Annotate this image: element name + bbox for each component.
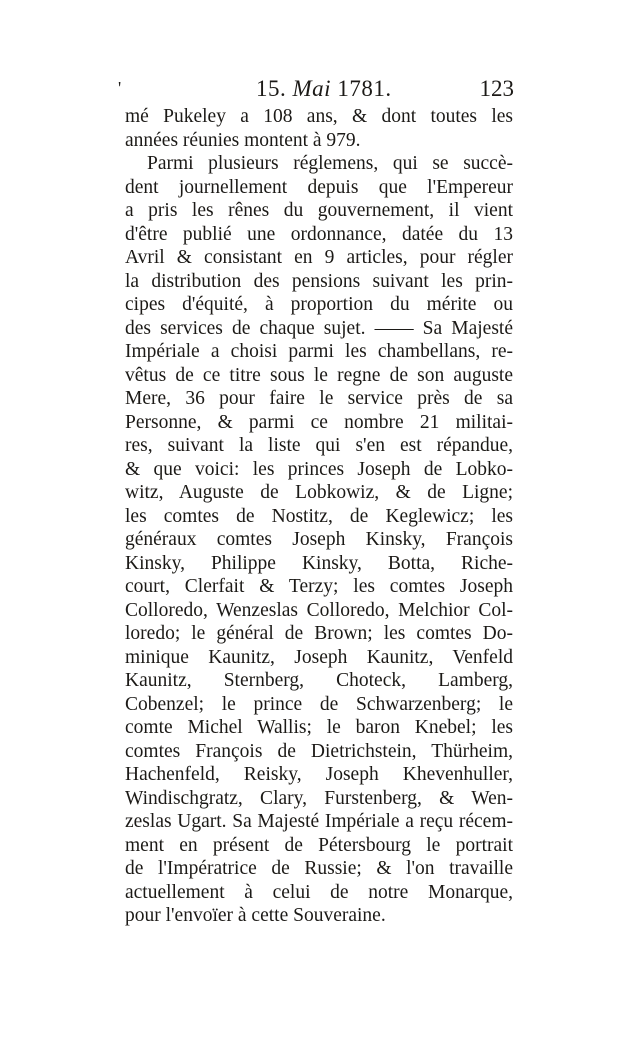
text-line: années réunies montent à 979. [125, 129, 361, 151]
text-line: Personne, & parmi ce nombre 21 militai- [125, 411, 513, 433]
page-number: 123 [479, 76, 514, 101]
text-line: des services de chaque sujet. —— Sa Majesté [125, 317, 513, 339]
header-date-day: 15. [256, 76, 287, 101]
text-line: & que voici: les princes Joseph de Lobko- [125, 458, 513, 480]
header-date-year: 1781. [337, 76, 392, 101]
text-line: comte Michel Wallis; le baron Knebel; les [125, 717, 513, 738]
header-date [256, 76, 392, 102]
text-line: Impériale a choisi parmi les chambellans, re- [125, 341, 513, 362]
text-line: vêtus de ce titre sous le regne de son auguste [125, 364, 513, 386]
text-line: dent journellement depuis que l'Empereur [125, 176, 513, 198]
text-line: a pris les rênes du gouvernement, il vient [125, 200, 513, 221]
text-line: Hachenfeld, Reisky, Joseph Khevenhuller, [125, 764, 513, 785]
text-line: de l'Impératrice de Russie; & l'on travaille [125, 858, 513, 879]
text-line: Colloredo, Wenzeslas Colloredo, Melchior Col- [125, 599, 513, 621]
text-line: ment en présent de Pétersbourg le portrait [125, 834, 513, 856]
header-mark: ' [118, 78, 122, 98]
text-line: Cobenzel; le prince de Schwarzenberg; le [125, 693, 513, 715]
body-text [125, 105, 513, 928]
text-line: court, Clerfait & Terzy; les comtes Joseph [125, 576, 513, 597]
text-line: les comtes de Nostitz, de Keglewicz; les [125, 505, 513, 527]
text-line: witz, Auguste de Lobkowiz, & de Ligne; [125, 482, 513, 503]
text-line: mé Pukeley a 108 ans, & dont toutes les [125, 106, 513, 127]
text-line: généraux comtes Joseph Kinsky, François [125, 529, 513, 550]
text-line: Kaunitz, Sternberg, Choteck, Lamberg, [125, 670, 513, 691]
text-line: actuellement à celui de notre Monarque, [125, 881, 513, 903]
text-line: pour l'envoïer à cette Souveraine. [125, 905, 386, 926]
text-line: Parmi plusieurs réglemens, qui se succè- [147, 153, 513, 174]
text-line: Windischgratz, Clary, Furstenberg, & Wen- [125, 787, 513, 809]
text-line: d'être publié une ordonnance, datée du 13 [125, 223, 513, 245]
text-line: minique Kaunitz, Joseph Kaunitz, Venfeld [125, 646, 513, 668]
text-line: loredo; le général de Brown; les comtes Do- [125, 623, 513, 644]
text-line: Avril & consistant en 9 articles, pour régler [125, 247, 513, 268]
text-line: Mere, 36 pour faire le service près de sa [125, 388, 513, 409]
text-line: zeslas Ugart. Sa Majesté Impériale a reçu récem- [125, 811, 513, 832]
text-line: comtes François de Dietrichstein, Thürheim, [125, 740, 513, 762]
text-line: cipes d'équité, à proportion du mérite ou [125, 294, 513, 315]
text-line: res, suivant la liste qui s'en est répandue, [125, 435, 513, 456]
header-date-month: Mai [292, 76, 332, 101]
text-line: la distribution des pensions suivant les prin- [125, 270, 513, 292]
running-header [118, 76, 514, 106]
text-line: Kinsky, Philippe Kinsky, Botta, Riche- [125, 552, 513, 574]
